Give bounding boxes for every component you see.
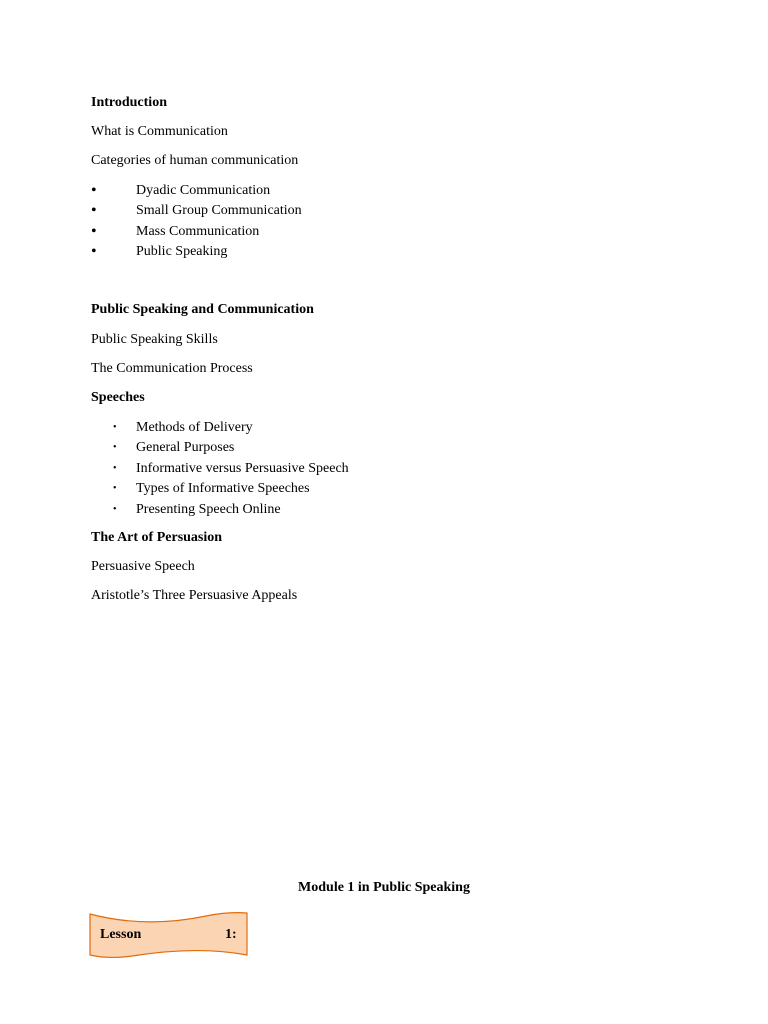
- bullet-icon: •: [113, 422, 117, 433]
- bullet-icon: •: [91, 243, 97, 261]
- bullet-icon: •: [113, 483, 117, 495]
- bullet-icon: •: [113, 462, 117, 474]
- list-item-label: Types of Informative Speeches: [136, 481, 310, 497]
- bullet-icon: •: [113, 442, 117, 454]
- speeches-heading: Speeches: [91, 390, 145, 405]
- list-item-label: Small Group Communication: [136, 203, 302, 219]
- persuasive-speech: Persuasive Speech: [91, 559, 195, 574]
- list-item-label: Informative versus Persuasive Speech: [136, 460, 349, 476]
- module-title: Module 1 in Public Speaking: [298, 880, 470, 895]
- aristotle-appeals: Aristotle’s Three Persuasive Appeals: [91, 588, 298, 603]
- bullet-icon: •: [91, 202, 97, 220]
- list-item-label: Mass Communication: [136, 223, 260, 239]
- categories-of-communication: Categories of human communication: [91, 153, 299, 168]
- communication-process: The Communication Process: [91, 361, 253, 376]
- lesson-number: 1:: [225, 927, 237, 942]
- what-is-communication: What is Communication: [91, 124, 228, 139]
- public-speaking-and-communication-heading: Public Speaking and Communication: [91, 302, 314, 317]
- bullet-icon: •: [91, 222, 97, 240]
- bullet-icon: •: [91, 182, 97, 199]
- lesson-label: Lesson: [100, 927, 142, 942]
- art-of-persuasion-heading: The Art of Persuasion: [91, 530, 223, 545]
- public-speaking-skills: Public Speaking Skills: [91, 332, 218, 347]
- list-item-label: Methods of Delivery: [136, 420, 253, 435]
- bullet-icon: •: [113, 503, 117, 515]
- lesson-banner: [88, 910, 250, 960]
- list-item-label: Dyadic Communication: [136, 183, 271, 198]
- list-item-label: General Purposes: [136, 440, 235, 456]
- list-item-label: Presenting Speech Online: [136, 501, 281, 517]
- list-item-label: Public Speaking: [136, 244, 228, 260]
- introduction-heading: Introduction: [91, 95, 167, 110]
